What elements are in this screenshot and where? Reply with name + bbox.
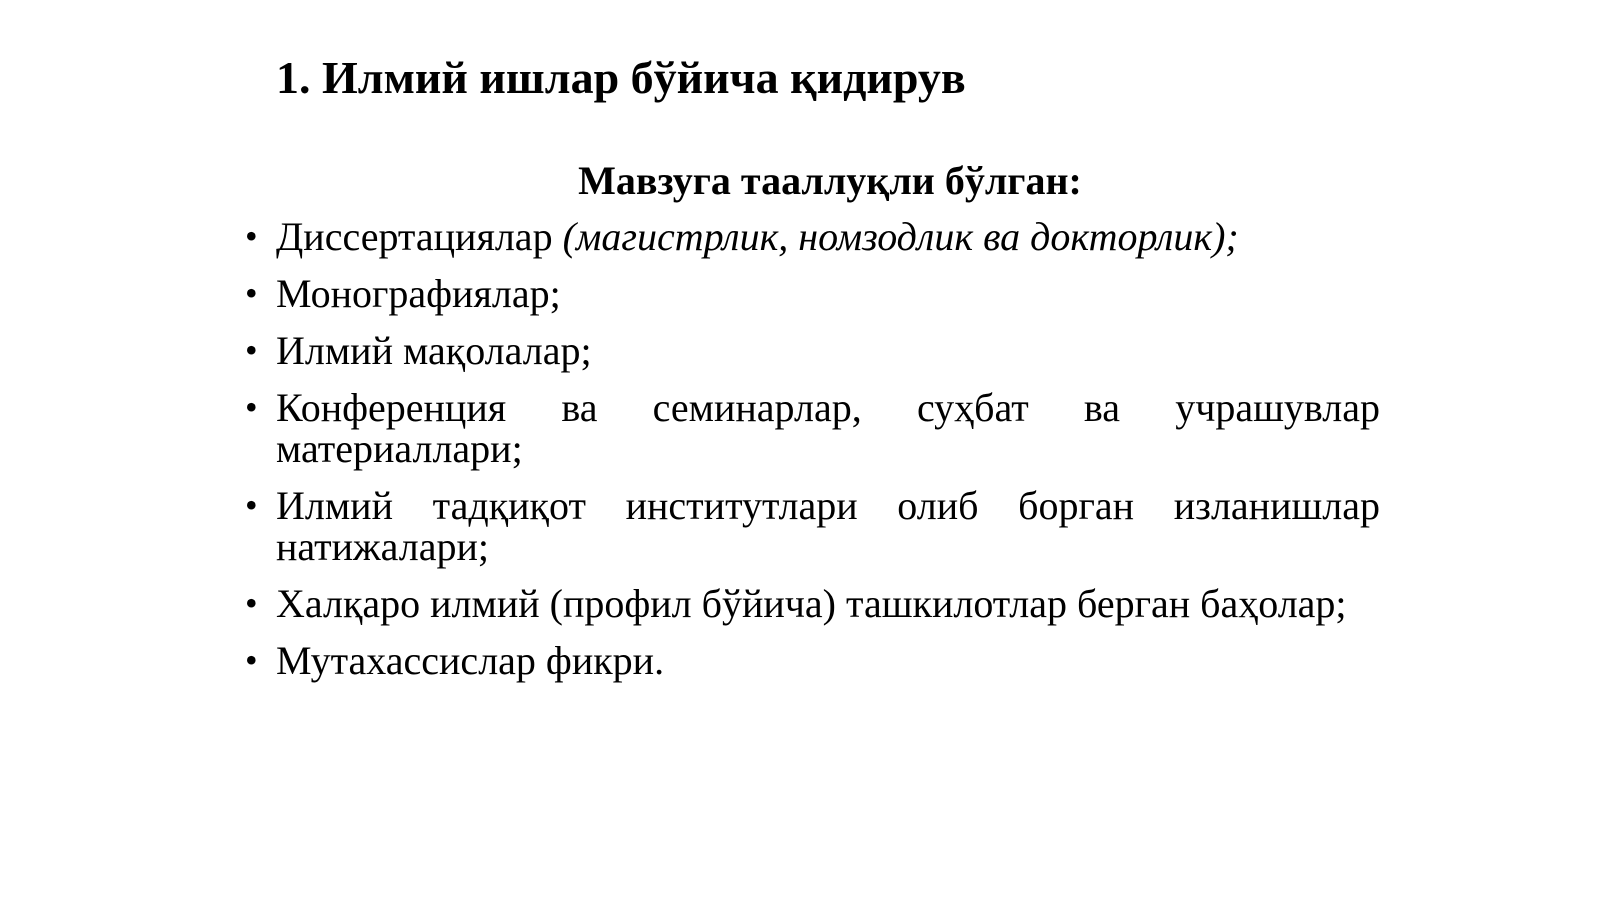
list-item-text: Халқаро илмий (профил бўйича) ташкилотлар берган баҳолар; (276, 581, 1347, 626)
slide-title: 1. Илмий ишлар бўйича қидирув (276, 52, 966, 103)
list-item-text: Илмий мақолалар; (276, 328, 592, 373)
list-item-text: Мутахассислар фикри. (276, 638, 665, 683)
list-item (245, 483, 1380, 569)
bullet-icon: • (245, 273, 258, 313)
list-item-text: Конференция ва семинарлар, суҳбат ва учрашувлар материаллари; (276, 385, 1380, 471)
list-item (245, 214, 1380, 259)
list-item-text: Диссертациялар (276, 214, 563, 259)
bullet-icon: • (245, 216, 258, 256)
list-item (245, 271, 1380, 316)
bullet-icon: • (245, 330, 258, 370)
bullet-icon: • (245, 640, 258, 680)
list-item (245, 328, 1380, 373)
bullet-list (245, 214, 1380, 697)
list-item (245, 385, 1380, 471)
bullet-icon: • (245, 583, 258, 623)
list-item (245, 638, 1380, 683)
bullet-icon: • (245, 485, 258, 525)
section-subtitle: Мавзуга тааллуқли бўлган: (578, 158, 1082, 203)
bullet-icon: • (245, 387, 258, 427)
list-item (245, 581, 1380, 626)
list-item-text: Илмий тадқиқот институтлари олиб борган изланишлар натижалари; (276, 483, 1380, 569)
list-item-text: Монографиялар; (276, 271, 561, 316)
list-item-italic-text: (магистрлик, номзодлик ва докторлик); (562, 214, 1239, 259)
